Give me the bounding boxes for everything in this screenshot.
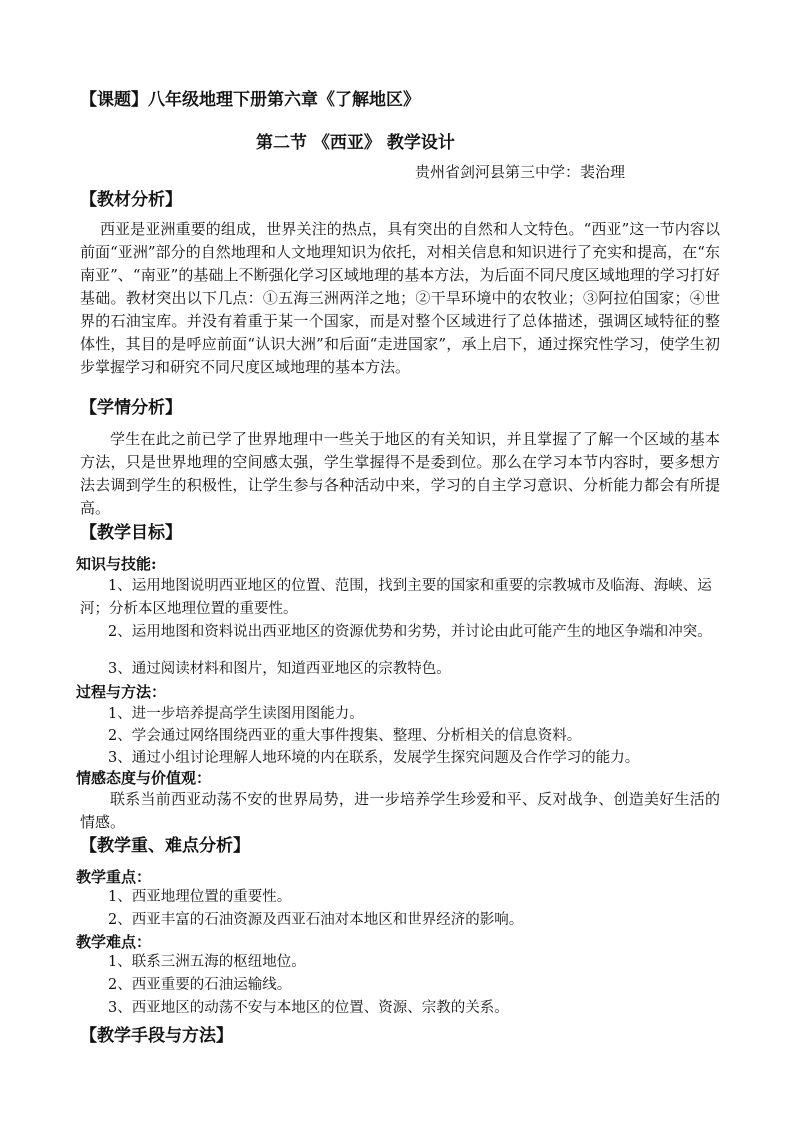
key-item-1: 1、西亚地理位置的重要性。 (108, 889, 292, 905)
student-heading: 【学情分析】 (80, 398, 182, 418)
difficult-item-3: 3、西亚地区的动荡不安与本地区的位置、资源、宗教的关系。 (108, 1000, 509, 1016)
knowledge-item-1: 1、运用地图说明西亚地区的位置、范围，找到主要的国家和重要的宗教城市及临海、海峡、运河；分析本区地理位置的重要性。 (80, 578, 712, 617)
method-heading: 【教学手段与方法】 (80, 1026, 233, 1046)
knowledge-item-3: 3、通过阅读材料和图片，知道西亚地区的宗教特色。 (108, 661, 451, 677)
key-heading: 【教学重、难点分析】 (80, 836, 250, 856)
emotion-label: 情感态度与价值观： (76, 769, 212, 787)
difficult-item-2: 2、西亚重要的石油运输线。 (108, 977, 292, 993)
key-item-2: 2、西亚丰富的石油资源及西亚石油对本地区和世界经济的影响。 (108, 912, 524, 928)
process-label: 过程与方法： (76, 683, 167, 701)
material-heading: 【教材分析】 (80, 190, 182, 210)
author-line: 贵州省剑河县第三中学：裴治理 (415, 163, 626, 181)
section-title: 第二节 《西亚》 教学设计 (256, 133, 455, 153)
goal-heading: 【教学目标】 (80, 523, 182, 543)
course-title: 【课题】八年级地理下册第六章《了解地区》 (80, 90, 420, 110)
emotion-text: 联系当前西亚动荡不安的世界局势，进一步培养学生珍爱和平、反对战争、创造美好生活的情感。 (80, 790, 720, 831)
knowledge-label: 知识与技能: (76, 555, 157, 573)
process-item-3: 3、通过小组讨论理解人地环境的内在联系，发展学生探究问题及合作学习的能力。 (108, 750, 640, 766)
knowledge-item-2: 2、运用地图和资料说出西亚地区的资源优势和劣势，并讨论由此可能产生的地区争端和冲突。 (108, 624, 712, 640)
process-item-2: 2、学会通过网络围绕西亚的重大事件搜集、整理、分析相关的信息资料。 (108, 728, 582, 744)
key-label: 教学重点： (76, 868, 152, 886)
material-text: 西亚是亚洲重要的组成，世界关注的热点，具有突出的自然和人文特色。“西亚”这一节内容以前面“亚洲”部分的自然地理和人文地理知识为依托，对相关信息和知识进行了充实和提高，在“东南亚”、“南亚”的基础上不断强化学习区域地理的基本方法，为后面不同尺度区域地理的学习打好基础。教材突出以下几点：①五海三洲两洋之地；②干旱环境中的农牧业；③阿拉伯国家；④世界的石油宝库。并没有着重于某一个国家，而是对整个区域进行了总体描述，强调区域特征的整体性，其目的是呼应前面“认识大洲”和后面“走进国家”，承上启下，通过探究性学习，使学生初步掌握学习和研究不同尺度区域地理的基本方法。 (80, 220, 720, 376)
process-item-1: 1、进一步培养提高学生读图用图能力。 (108, 706, 364, 722)
student-text: 学生在此之前已学了世界地理中一些关于地区的有关知识，并且掌握了了解一个区域的基本方法，只是世界地理的空间感太强，学生掌握得不是委到位。那么在学习本节内容时，要多想方法去调到学生的积极性，让学生参与各种活动中来，学习的自主学习意识、分析能力都会有所提高。 (80, 430, 720, 517)
difficult-item-1: 1、联系三洲五海的枢纽地位。 (108, 954, 306, 970)
difficult-label: 教学难点： (76, 933, 152, 951)
